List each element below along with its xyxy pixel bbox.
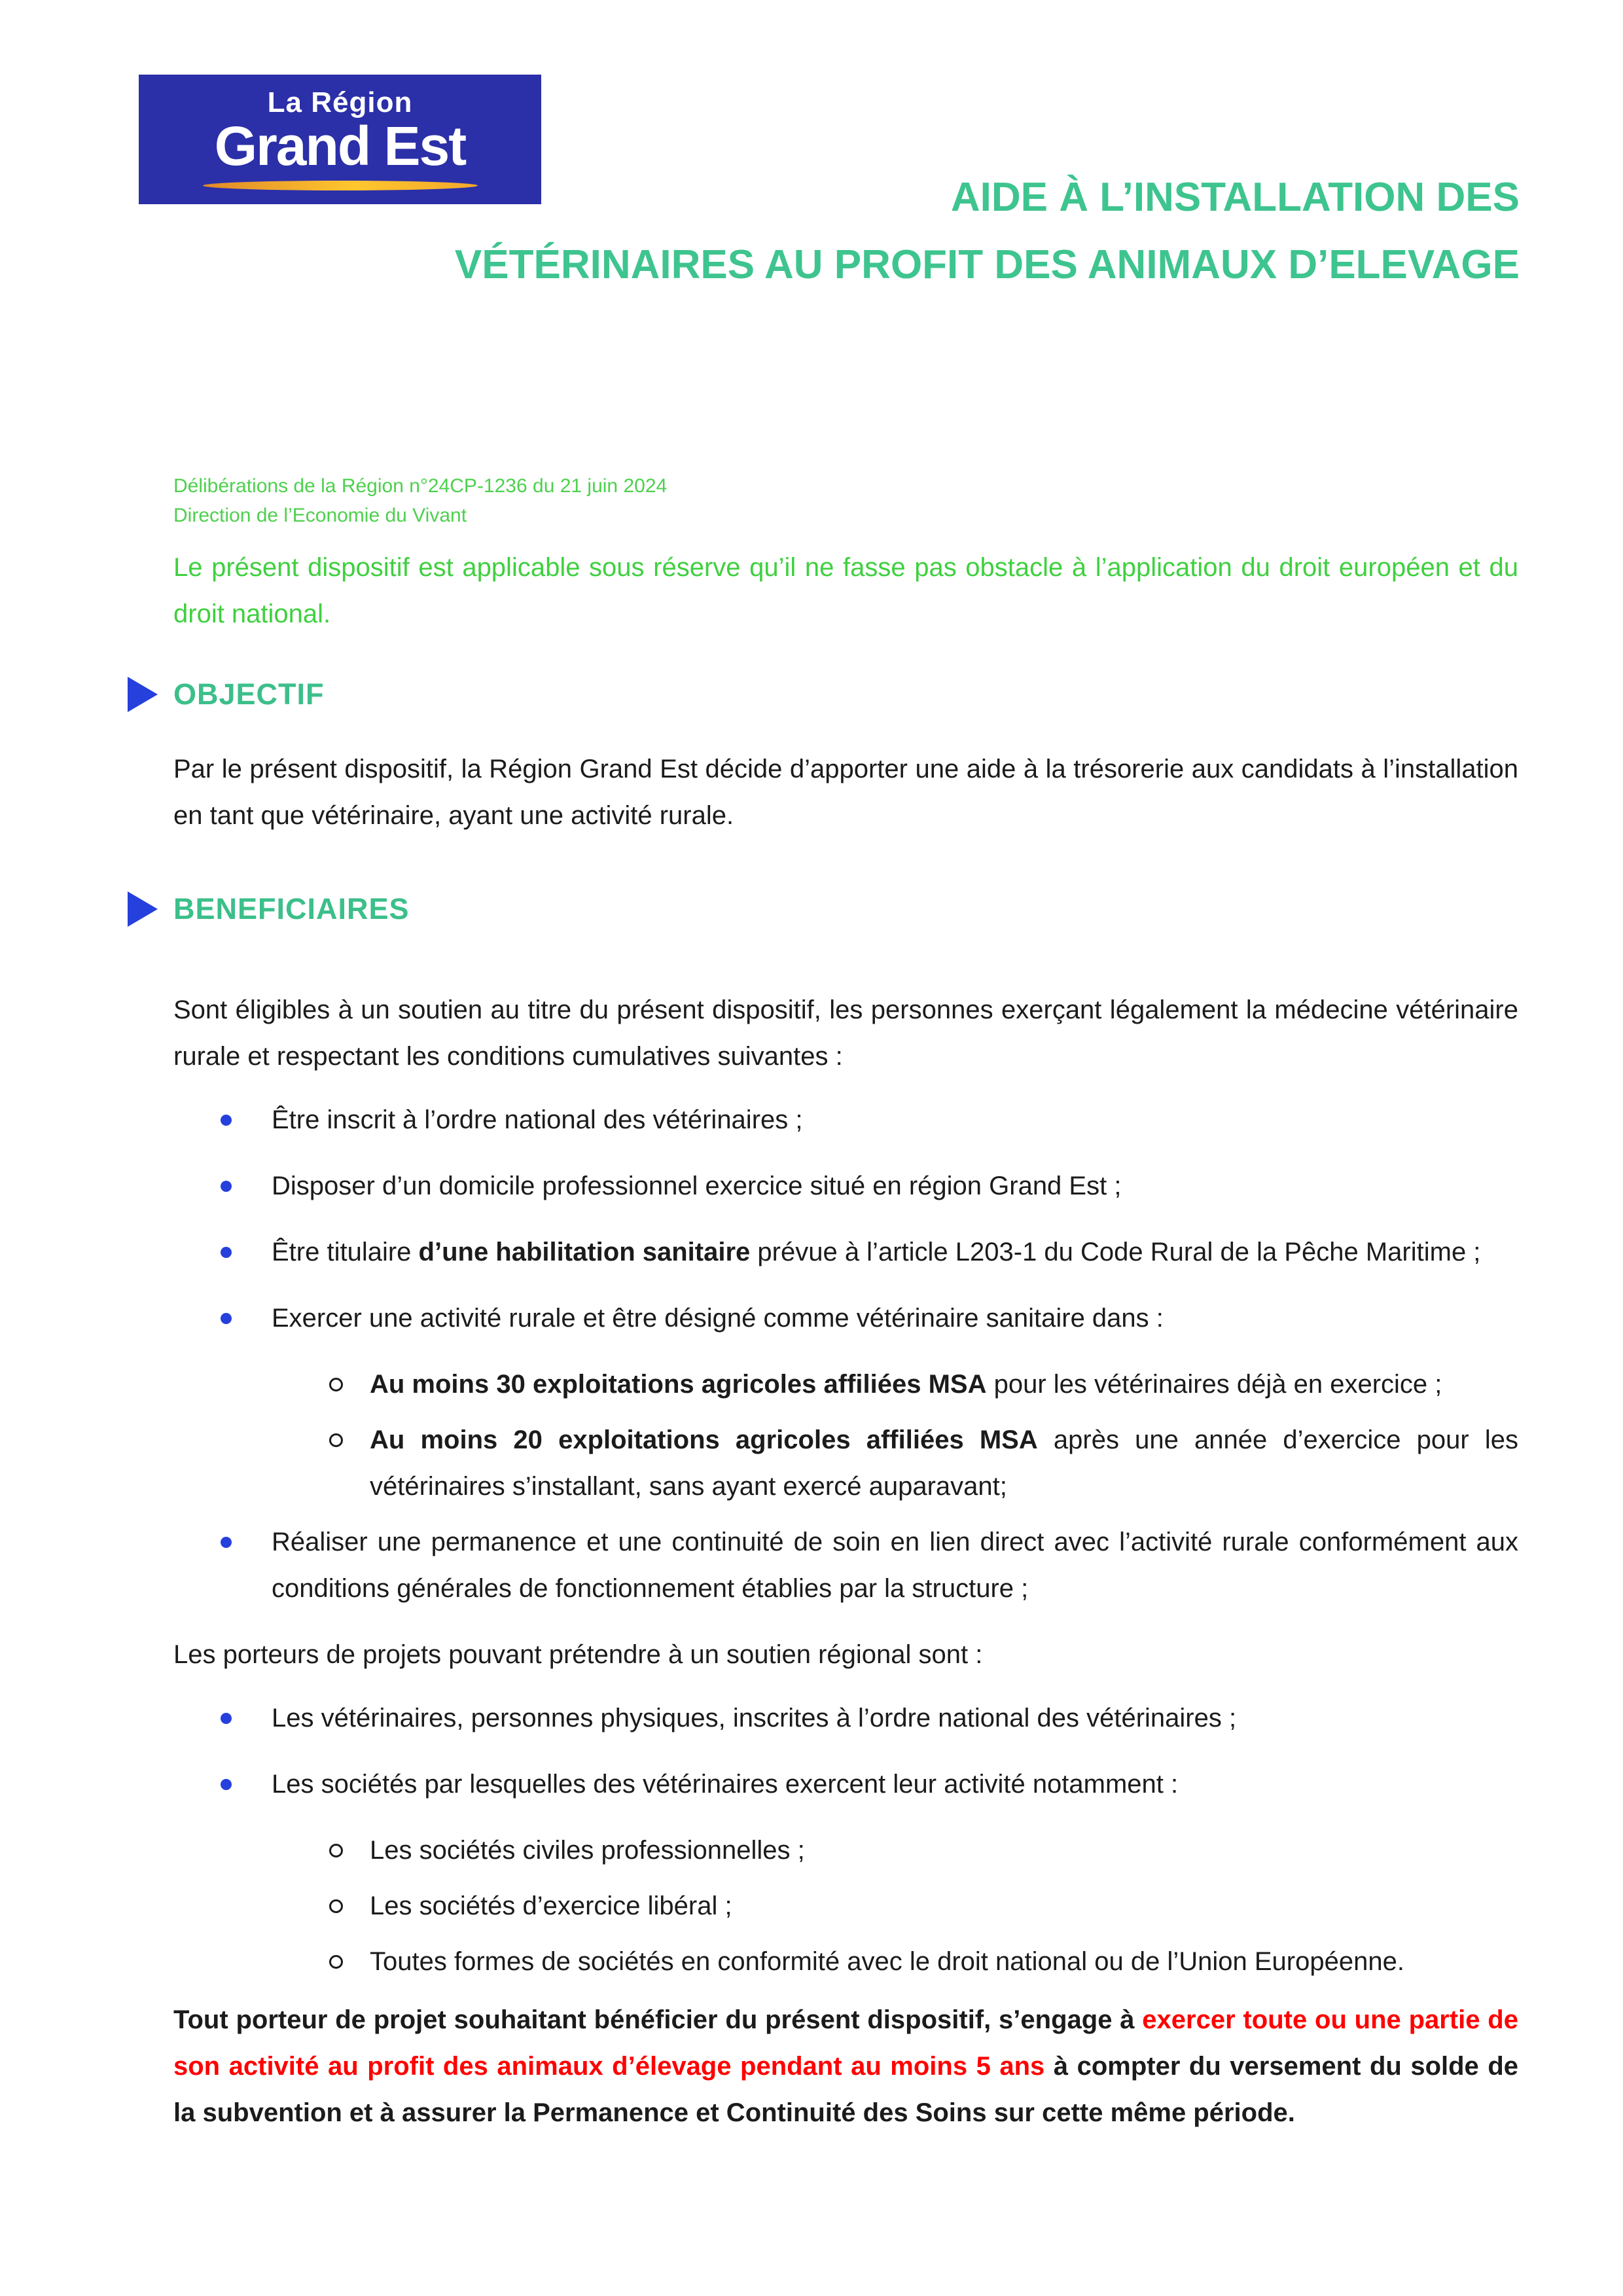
list-item [173,1361,1518,1408]
legal-notice: Le présent dispositif est applicable sous réserve qu’il ne fasse pas obstacle à l’application du droit européen et du droit national. [173,553,1518,628]
text-run: Réaliser une permanence et une continuité de soin en lien direct avec l’activité rurale conformément aux conditions générales de fonctionnement établies par la structure ; [272,1528,1518,1603]
porteurs-list [173,1695,1518,1808]
bullet-icon [221,1713,232,1724]
text-run: Être inscrit à l’ordre national des vétérinaires ; [272,1105,803,1134]
conditions-list [173,1097,1518,1342]
porteurs-intro-paragraph: Les porteurs de projets pouvant prétendre à un soutien régional sont : [173,1640,983,1669]
societes-sublist [173,1827,1518,1985]
bold-text-run: à compter du versement du solde de la subvention et à assurer la Permanence et Continuité des Soins sur cette même période. [173,2052,1519,2127]
text-run: Les sociétés civiles professionnelles ; [370,1836,805,1865]
logo-name: Grand Est [214,115,466,177]
objectif-paragraph: Par le présent dispositif, la Région Grand Est décide d’apporter une aide à la trésorerie aux candidats à l’installation en tant que vétérinaire, ayant une activité rurale. [173,755,1518,830]
text-run: Exercer une activité rurale et être désigné comme vétérinaire sanitaire dans : [272,1304,1164,1333]
list-item [173,1761,1518,1808]
bold-text-run: Au moins 20 exploitations agricoles affiliées MSA [370,1426,1038,1454]
list-item [173,1827,1518,1874]
red-bold-text-run: exercer toute ou une partie de son activité au profit des animaux d’élevage pendant au moins 5 ans [173,2005,1518,2081]
bullet-icon [221,1779,232,1790]
beneficiaires-intro-paragraph: Sont éligibles à un soutien au titre du présent dispositif, les personnes exerçant légalement la médecine vétérinaire rurale et respectant les conditions cumulatives suivantes : [173,996,1518,1071]
list-item [173,1519,1518,1612]
circle-bullet-icon [329,1899,343,1913]
circle-bullet-icon [329,1955,343,1969]
logo-region-label: La Région [267,86,413,119]
document-title-line1: AIDE À L’INSTALLATION DES [950,175,1520,220]
document-body [173,471,1518,2136]
document-title-line2: VÉTÉRINAIRES AU PROFIT DES ANIMAUX D’ELEVAGE [454,242,1520,287]
bold-text-run: Tout porteur de projet souhaitant bénéficier du présent dispositif, s’engage à [173,2005,1143,2034]
text-run: après une année d’exercice pour les vétérinaires s’installant, sans ayant exercé auparavant; [370,1426,1518,1501]
bullet-icon [221,1537,232,1548]
circle-bullet-icon [329,1433,343,1447]
direction-reference: Direction de l’Economie du Vivant [173,505,467,526]
section-heading-objectif-label: OBJECTIF [173,677,325,711]
section-heading-objectif [128,674,1518,715]
text-run: Les vétérinaires, personnes physiques, inscrites à l’ordre national des vétérinaires ; [272,1704,1237,1732]
text-run: Toutes formes de sociétés en conformité avec le droit national ou de l’Union Européenne. [370,1947,1404,1976]
text-run: pour les vétérinaires déjà en exercice ; [986,1370,1442,1399]
triangle-right-icon [128,891,158,927]
list-item [173,1295,1518,1342]
list-item [173,1229,1518,1276]
engagement-paragraph [173,1997,1518,2136]
list-item [173,1695,1518,1742]
text-run: prévue à l’article L203-1 du Code Rural de la Pêche Maritime ; [750,1238,1481,1266]
deliberation-reference: Délibérations de la Région n°24CP-1236 du 21 juin 2024 [173,475,668,497]
section-heading-beneficiaires-label: BENEFICIAIRES [173,892,410,925]
triangle-right-icon [128,677,158,712]
bullet-icon [221,1247,232,1258]
exploitations-sublist [173,1361,1518,1510]
list-item [173,1417,1518,1510]
bullet-icon [221,1181,232,1192]
bold-text-run: Au moins 30 exploitations agricoles affiliées MSA [370,1370,987,1399]
list-item [173,1939,1518,1985]
conditions-list-continued [173,1519,1518,1612]
text-run: Les sociétés par lesquelles des vétérinaires exercent leur activité notamment : [272,1770,1179,1799]
circle-bullet-icon [329,1378,343,1391]
list-item [173,1097,1518,1143]
text-run: Disposer d’un domicile professionnel exercice situé en région Grand Est ; [272,1172,1122,1200]
bold-text-run: d’une habilitation sanitaire [418,1238,751,1266]
circle-bullet-icon [329,1844,343,1857]
section-heading-beneficiaires [128,889,1518,929]
text-run: Être titulaire [272,1238,419,1266]
bullet-icon [221,1115,232,1126]
bullet-icon [221,1313,232,1324]
list-item [173,1883,1518,1929]
text-run: Les sociétés d’exercice libéral ; [370,1892,732,1920]
list-item [173,1163,1518,1210]
document-title [249,164,1520,298]
